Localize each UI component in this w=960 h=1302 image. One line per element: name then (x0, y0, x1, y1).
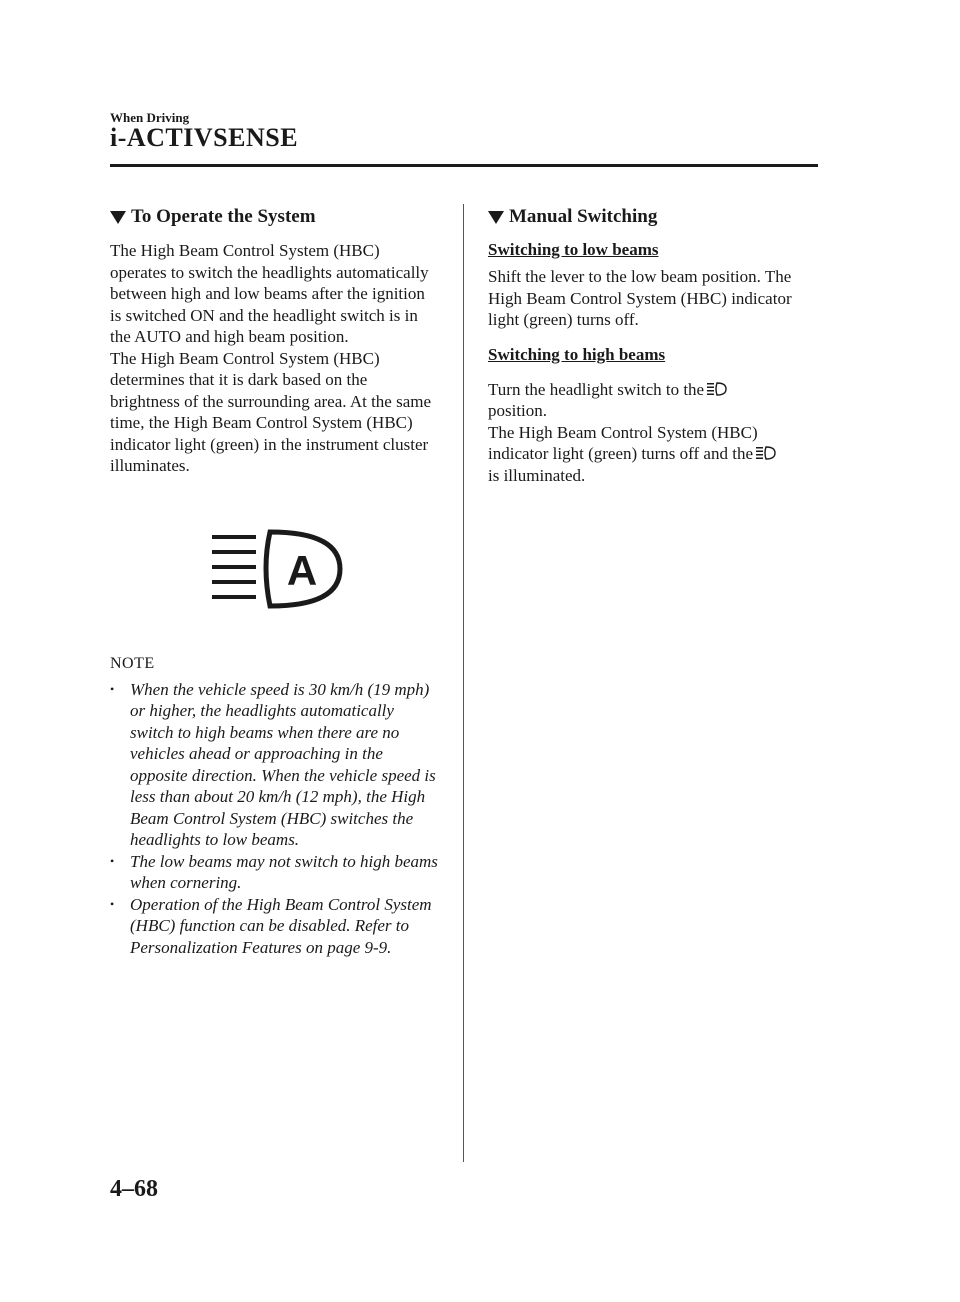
section-heading-text: To Operate the System (131, 206, 316, 227)
page-number: 4–68 (110, 1176, 158, 1202)
note-list (110, 679, 440, 959)
paragraph-high-beams: Turn the headlight switch to the position. The High Beam Control System (HBC) indicator light (green) turns off and the is illuminated. (488, 379, 818, 487)
paragraph-darkness: The High Beam Control System (HBC) determines that it is dark based on the brightness of the surrounding area. At the same time, the High Beam Control System (HBC) indicator light (green) in the instrument cluster illuminates. (110, 348, 432, 475)
high-beam-icon (756, 446, 776, 460)
section-heading-manual (488, 206, 818, 228)
svg-text:A: A (286, 546, 318, 594)
paragraph-operation: The High Beam Control System (HBC) operates to switch the headlights automatically between high and low beams after the ignition is switched ON and the headlight switch is in the AUTO and high beam position. (110, 241, 429, 346)
section-heading-text: Manual Switching (509, 206, 658, 227)
note-item: • The low beams may not switch to high beams when cornering. (110, 851, 438, 892)
note-item: • Operation of the High Beam Control System (HBC) function can be disabled. Refer to Personalization Features on page 9-9. (110, 894, 432, 957)
triangle-marker-icon (488, 211, 504, 224)
paragraph-low-beams: Shift the lever to the low beam position. The High Beam Control System (HBC) indicator light (green) turns off. (488, 267, 792, 329)
subheading-high-beams: Switching to high beams (488, 344, 666, 364)
bullet-icon: • (110, 896, 115, 911)
triangle-marker-icon (110, 211, 126, 224)
page-title: i-ACTIVSENSE (110, 123, 299, 152)
bullet-icon: • (110, 853, 115, 868)
bullet-icon: • (110, 681, 115, 696)
hbc-indicator-icon (212, 527, 348, 611)
note-heading: NOTE (110, 654, 155, 672)
note-item: • When the vehicle speed is 30 km/h (19 mph) or higher, the headlights automatically switch to high beams when there are no vehicles ahead or approaching in the opposite direction. When the vehicle speed is less than about 20 km/h (12 mph), the High Beam Control System (HBC) switches the headlights to low beams. (110, 679, 436, 849)
column-divider (463, 204, 464, 1162)
subheading-low-beams: Switching to low beams (488, 240, 659, 259)
section-label: When Driving (110, 110, 190, 125)
header-rule (110, 164, 818, 167)
left-column (110, 206, 440, 958)
right-column (488, 206, 818, 486)
section-heading-operate (110, 206, 440, 228)
high-beam-icon (707, 382, 727, 396)
